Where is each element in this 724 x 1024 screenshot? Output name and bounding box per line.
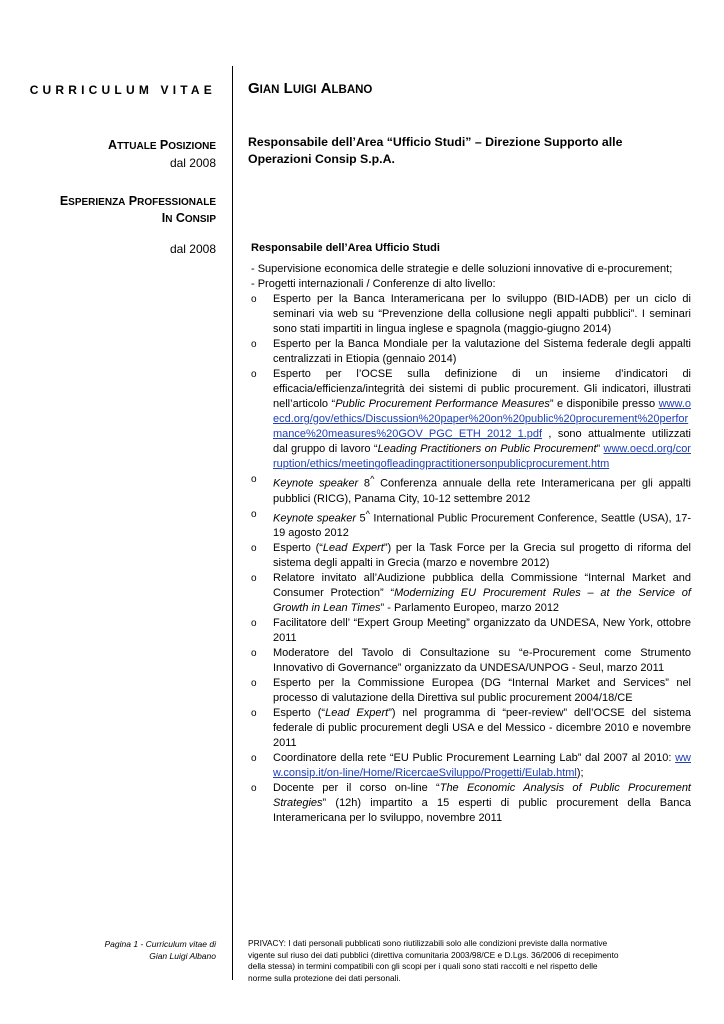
item-text: Relatore invitato all’Audizione pubblica della Commissione “Internal Market and Consumer Protection” “ [273, 572, 691, 600]
item-text: , sono attualmente utilizzati dal gruppo di lavoro “ [273, 428, 691, 455]
experience-label-line1 [60, 194, 216, 208]
item-text: Esperto per la Banca Mondiale per la valutazione del Sistema federale degli appalti centralizzati in Etiopia (gennaio 2014) [273, 338, 691, 365]
bullet-icon: o [251, 294, 257, 305]
bullet-icon: o [251, 573, 257, 585]
experience-content [251, 241, 691, 826]
item-text: ” - Parlamento Europeo, marzo 2012 [380, 602, 560, 615]
item-text: ); [576, 767, 584, 780]
bullet-icon: o [251, 753, 257, 765]
item-italic: Lead Expert [325, 707, 389, 720]
item-number: 8 [358, 477, 371, 490]
list-item [251, 541, 691, 571]
item-text: Coordinatore della rete “EU Public Procurement Learning Lab” dal 2007 al 2010: [273, 752, 676, 765]
item-text: ”) per la Task Force per la Grecia sul progetto di riforma del sistema degli appalti in Grecia (marzo e novembre 2012) [273, 542, 691, 570]
bullet-icon: o [251, 648, 257, 660]
item-text: ”) nel programma di “peer-review” dell’OCSE del sistema federale di public procurement degli USA e del Messico - dicembre 2010 e novembre 2011 [273, 707, 691, 750]
label-rest: SPERIENZA [68, 197, 126, 208]
cv-title: CURRICULUM VITAE [29, 83, 216, 97]
privacy-notice: PRIVACY: I dati personali pubblicati sono riutilizzabili solo alle condizioni previste dalla normative vigente sul riuso dei dati pubblici (direttiva comunitaria 2003/98/CE e D.Lgs. 36/2006 di recepimento della stessa) in termini compatibili con gli scopi per i quali sono stati raccolti e nel rispetto delle norme sulla protezione dei dati personali. [248, 938, 619, 983]
label-initial: A [108, 138, 118, 152]
label-initial: E [59, 194, 69, 208]
list-item [251, 472, 691, 507]
eulab-link[interactable]: www.consip.it/on-line/Home/RicercaeSviluppo/Progetti/Eulab.html [273, 752, 691, 780]
item-text: Moderatore del Tavolo di Consultazione su “e-Procurement come Strumento Innovativo di Governance” organizzato da UNDESA/UNPOG - Seul, marzo 2011 [273, 647, 691, 675]
list-item [251, 571, 691, 616]
role-since: dal 2008 [169, 242, 216, 256]
bullet-icon: o [251, 369, 257, 380]
current-position-label [108, 138, 216, 152]
column-divider [232, 66, 233, 980]
name-rest-2: UIGI [292, 84, 317, 96]
item-italic: The Economic Analysis of Public Procurement Strategies [273, 782, 691, 810]
item-italic: Lead Expert [322, 542, 384, 555]
item-italic: Keynote speaker [273, 477, 359, 490]
item-italic: Modernizing EU Procurement Rules – at the Service of Growth in Lean Times [273, 587, 691, 615]
item-text: International Public Procurement Conference, Seattle (USA), 17-19 agosto 2012 [273, 512, 691, 540]
item-text: Esperto per l’OCSE sulla definizione di un insieme d’indicatori di efficacia/efficienza/integrità dei sistemi di public procurement. Gli indicatori, illustrati nell’articolo “ [273, 368, 691, 410]
bullet-icon: o [251, 543, 257, 555]
role-title: Responsabile dell’Area Ufficio Studi [251, 242, 440, 254]
oecd-meeting-link[interactable]: www.oecd.org/corruption/ethics/meetingofleadingpractitionersonpublicprocurement.htm [273, 443, 691, 470]
item-text: Conferenza annuale della rete Interamericana per gli appalti pubblici (RICG), Panama City, 10-12 settembre 2012 [273, 477, 691, 505]
bullet-icon: o [251, 618, 257, 630]
list-item [251, 751, 691, 781]
label-initial: C [175, 211, 185, 225]
item-text: ” [596, 443, 604, 455]
list-item [251, 292, 691, 337]
bullet-icon: o [251, 783, 257, 795]
article-title: Public Procurement Performance Measures [335, 398, 550, 410]
label-rest: OSIZIONE [168, 141, 216, 152]
experience-label-line2 [162, 211, 216, 225]
list-item [251, 337, 691, 367]
label-initial: P [159, 138, 169, 152]
item-text: Esperto (“ [273, 707, 326, 720]
label-rest: N [165, 214, 173, 225]
item-number: 5 [356, 512, 366, 525]
name-initial-2: L [283, 80, 293, 97]
list-item [251, 507, 691, 542]
label-rest: TTUALE [117, 141, 157, 152]
item-text: Facilitatore dell’ “Expert Group Meeting” organizzato da UNDESA, New York, ottobre 2011 [273, 617, 691, 645]
item-text: ” (12h) impartito a 15 esperti di public procurement della Banca Interamericana per lo sviluppo, novembre 2011 [273, 797, 691, 825]
item-italic: Keynote speaker [273, 512, 356, 525]
list-item [251, 646, 691, 676]
intro-line: - Progetti internazionali / Conferenze di alto livello: [251, 278, 496, 290]
list-item [251, 706, 691, 751]
name-initial-3: A [320, 80, 332, 97]
name-rest-3: LBANO [331, 84, 373, 96]
working-group-name: Leading Practitioners on Public Procurement [377, 443, 597, 455]
item-text: Esperto per la Commissione Europea (DG “Internal Market and Services” nel processo di valutazione della Direttiva sul public procurement 2004/18/CE [273, 677, 691, 705]
item-text: Esperto per la Banca Interamericana per lo sviluppo (BID-IADB) per un ciclo di seminari via web su “Prevenzione della collusione negli appalti pubblici”. I seminari sono stati impartiti in lingua inglese e spagnola (maggio-giugno 2014) [273, 293, 691, 335]
intro-line: - Supervisione economica delle strategie e delle soluzioni innovative di e-procurement; [251, 263, 673, 275]
oecd-paper-link[interactable]: www.oecd.org/gov/ethics/Discussion%20paper%20on%20public%20procurement%20performance%20measures%20GOV_PGC_ETH_2012_1.pdf [273, 398, 691, 440]
bullet-icon: o [251, 474, 257, 485]
footer-author: Gian Luigi Albano [149, 951, 216, 961]
current-position-since: dal 2008 [169, 156, 216, 170]
experience-list [251, 292, 691, 826]
page-number: Pagina 1 - Curriculum vitae di [104, 939, 216, 949]
ordinal-mark: ^ [370, 474, 375, 484]
name-rest-1: IAN [259, 84, 280, 96]
label-initial: P [128, 194, 138, 208]
item-text: Esperto (“ [273, 542, 323, 555]
list-item [251, 367, 691, 472]
bullet-icon: o [251, 339, 257, 350]
page-footer-label [105, 938, 217, 962]
name-initial-1: G [248, 80, 260, 97]
current-position-title: Responsabile dell’Area “Ufficio Studi” – Direzione Supporto alle Operazioni Consip S.p.A. [248, 135, 623, 166]
ordinal-mark: ^ [365, 508, 370, 519]
bullet-icon: o [251, 508, 257, 520]
label-rest: ROFESSIONALE [137, 197, 216, 208]
list-item [251, 781, 691, 826]
bullet-icon: o [251, 708, 257, 720]
label-initial: I [161, 211, 166, 225]
item-text: ” e disponibile presso [549, 398, 659, 410]
bullet-icon: o [251, 678, 257, 690]
item-text: Docente per il corso on-line “ [273, 782, 440, 795]
label-rest: ONSIP [184, 214, 216, 225]
list-item [251, 616, 691, 646]
person-name [248, 80, 372, 97]
list-item [251, 676, 691, 706]
